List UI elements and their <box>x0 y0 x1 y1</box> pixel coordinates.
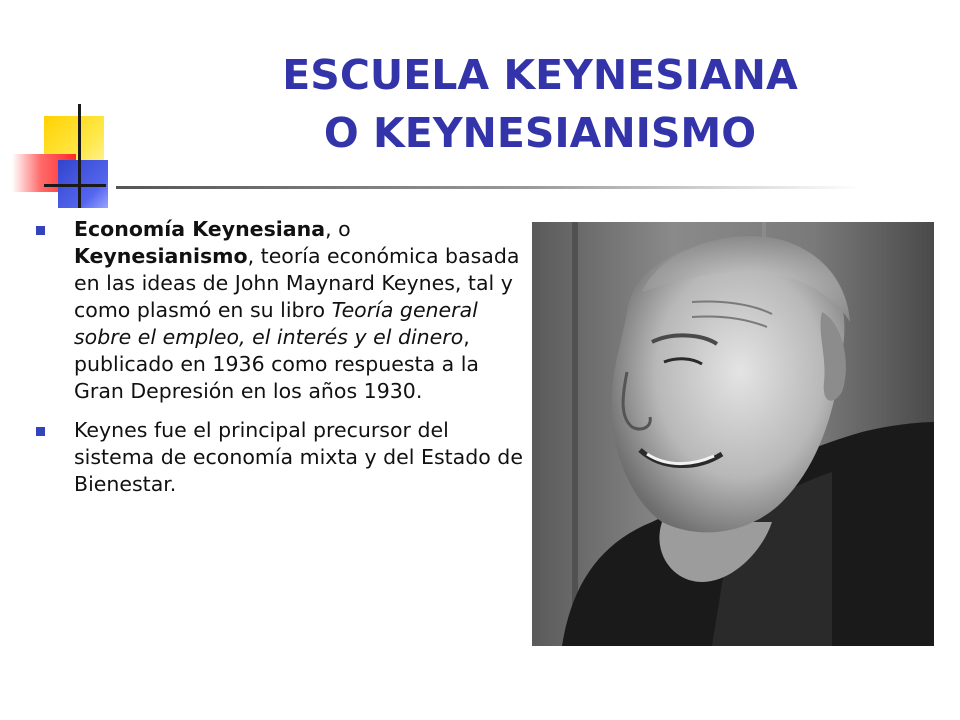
decorative-vertical-line <box>78 104 81 208</box>
bullet-item <box>36 417 526 498</box>
bold-term: Keynesianismo <box>74 244 248 268</box>
slide-title-line-2: O KEYNESIANISMO <box>323 109 757 157</box>
title-underline <box>116 186 862 189</box>
square-bullet-icon <box>36 427 45 436</box>
text-run: , o <box>325 217 351 241</box>
bullet-item <box>36 216 526 405</box>
slide-title-line-1: ESCUELA KEYNESIANA <box>282 51 798 99</box>
book-title: Teoría general sobre el empleo, el interés y el dinero <box>74 298 478 349</box>
text-run: , publicado en 1936 como respuesta a la Gran Depresión en los años 1930. <box>74 325 479 403</box>
text-run: , teoría económica basada en las ideas de John Maynard Keynes, tal y como plasmó en su libro <box>74 244 520 322</box>
decorative-horizontal-line <box>44 184 106 187</box>
square-bullet-icon <box>36 226 45 235</box>
portrait-illustration <box>532 222 934 646</box>
bold-term: Economía Keynesiana <box>74 217 326 241</box>
bullet-list <box>36 216 526 510</box>
text-run: Keynes fue el principal precursor del sistema de economía mixta y del Estado de Bienestar. <box>74 418 523 496</box>
slide-title <box>120 46 960 162</box>
keynes-portrait-photo <box>532 222 934 646</box>
